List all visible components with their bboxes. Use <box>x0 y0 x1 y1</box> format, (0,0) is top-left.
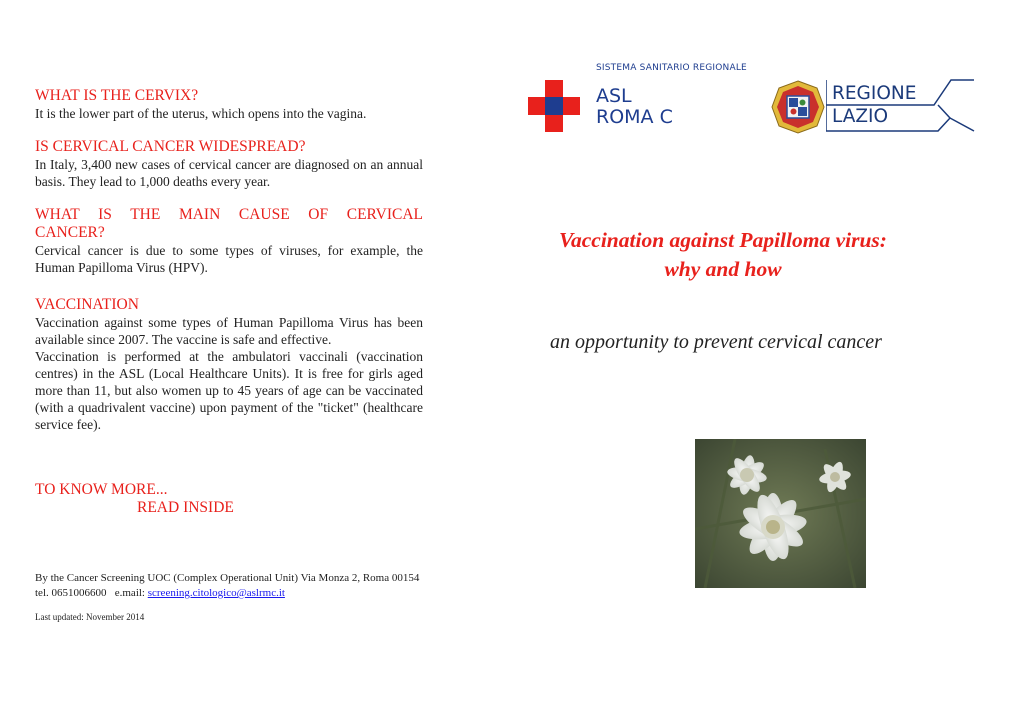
contact-prefix: tel. 0651006600 e.mail: <box>35 587 148 599</box>
section-text: Vaccination against some types of Human Papilloma Virus has been available since 2007. The vaccine is safe and effective. <box>35 315 423 347</box>
section-vaccination <box>35 296 423 433</box>
regione-line2: LAZIO <box>832 106 889 127</box>
asl-logo-text <box>596 86 673 128</box>
section-text: Cervical cancer is due to some types of viruses, for example, the Human Papilloma Virus (HPV). <box>35 243 423 275</box>
page-subtitle: an opportunity to prevent cervical cancer <box>550 331 882 353</box>
section-heading: IS CERVICAL CANCER WIDESPREAD? <box>35 138 306 155</box>
title-line2: why and how <box>664 257 782 281</box>
section-heading: WHAT IS THE MAIN CAUSE OF CERVICAL CANCER? <box>35 206 423 241</box>
know-more-label: TO KNOW MORE... <box>35 481 168 498</box>
asl-line2: ROMA C <box>596 106 673 128</box>
logo-system-text: SISTEMA SANITARIO REGIONALE <box>596 63 747 73</box>
regione-crest-icon <box>771 80 825 134</box>
section-text: It is the lower part of the uterus, which opens into the vagina. <box>35 106 367 121</box>
section-widespread <box>35 138 423 190</box>
asl-cross-icon <box>528 80 580 132</box>
section-heading: WHAT IS THE CERVIX? <box>35 87 199 104</box>
page-title <box>500 226 946 284</box>
regione-line1: REGIONE <box>832 83 917 104</box>
contact-line <box>35 586 419 601</box>
email-link[interactable]: screening.citologico@aslrmc.it <box>147 587 285 599</box>
left-column <box>35 87 423 449</box>
read-inside-label: READ INSIDE <box>137 499 234 516</box>
section-text: In Italy, 3,400 new cases of cervical cancer are diagnosed on an annual basis. They lead to 1,000 deaths every year. <box>35 157 423 189</box>
last-updated: Last updated: November 2014 <box>35 612 145 622</box>
edelweiss-photo <box>695 439 866 588</box>
section-cause <box>35 206 423 276</box>
section-cervix <box>35 87 423 122</box>
title-line1: Vaccination against Papilloma virus: <box>559 228 887 252</box>
credit-line: By the Cancer Screening UOC (Complex Operational Unit) Via Monza 2, Roma 00154 <box>35 572 420 584</box>
section-text-2: Vaccination is performed at the ambulatori vaccinali (vaccination centres) in the ASL (Local Healthcare Units). It is free for girls aged more than 11, but also women up to 45 years of age can be vaccinated (with a quadrivalent vaccine) upon payment of the "ticket" (healthcare service fee). <box>35 349 423 432</box>
credit-block <box>35 571 419 601</box>
regione-frame-icon <box>826 78 976 134</box>
asl-line1: ASL <box>596 85 632 107</box>
section-heading: VACCINATION <box>35 296 139 313</box>
